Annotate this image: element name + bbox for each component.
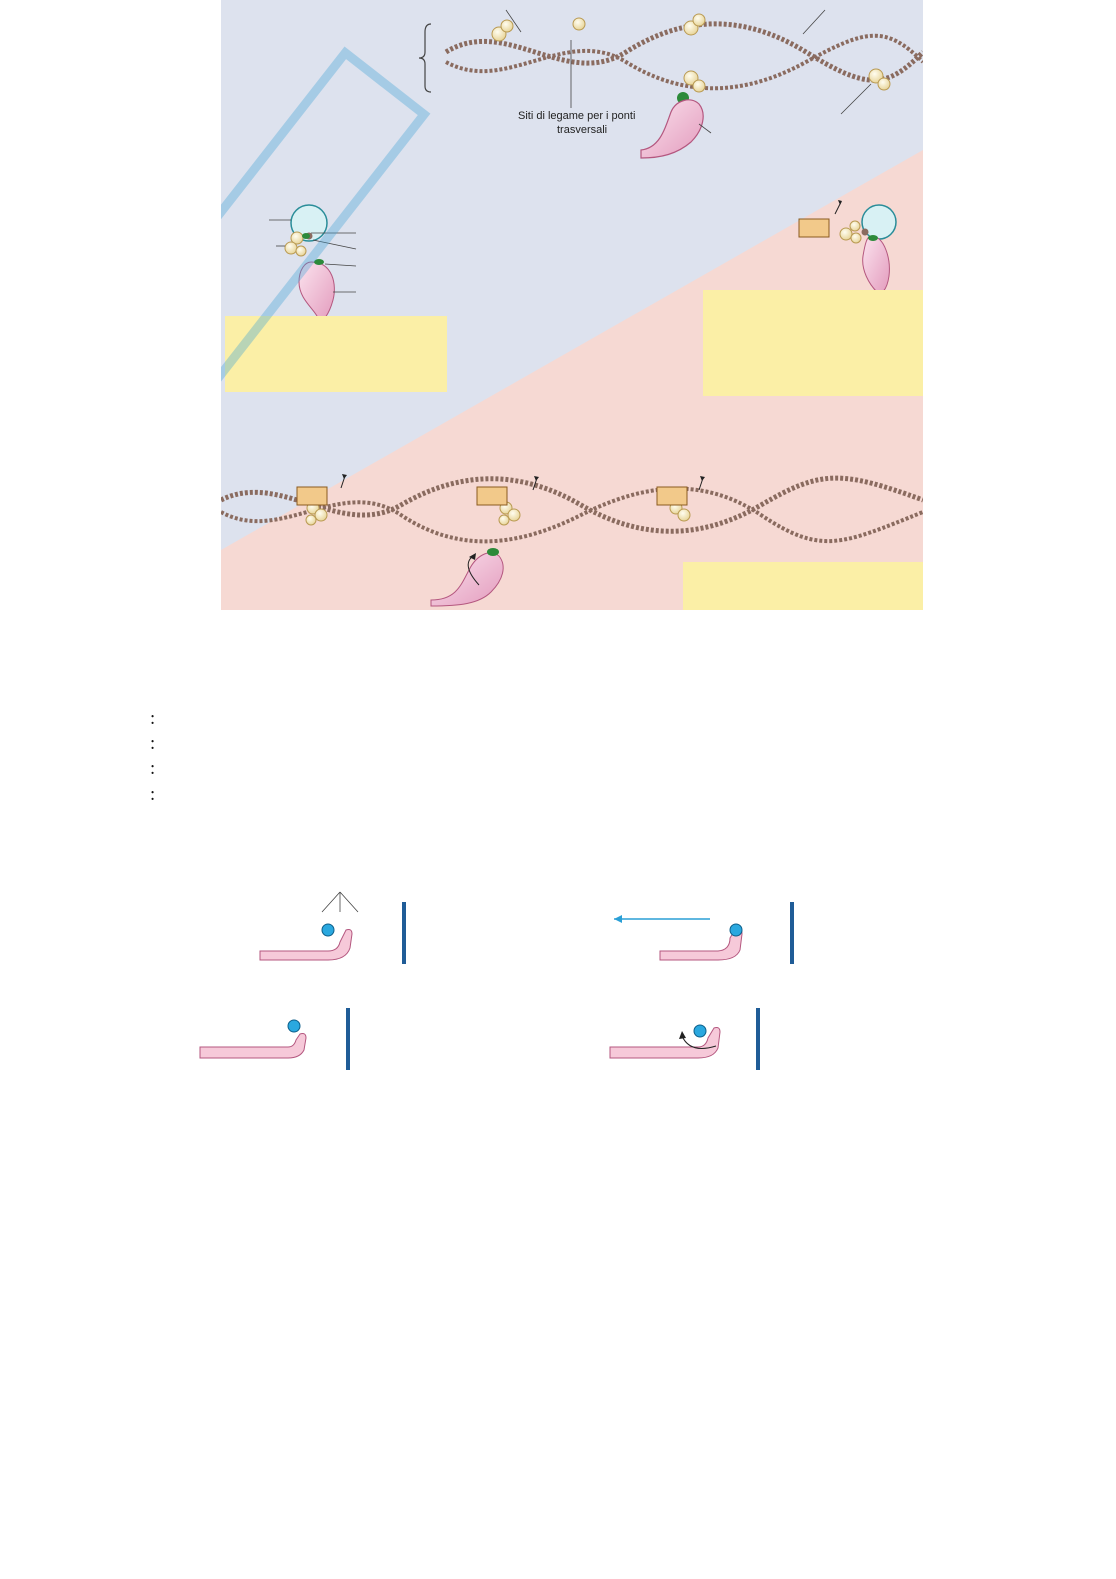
leader xyxy=(322,892,358,912)
cycle-panel-3 xyxy=(200,1008,350,1070)
myosin-tail xyxy=(200,1034,306,1059)
myosin-head xyxy=(730,924,742,936)
myosin-head xyxy=(694,1025,706,1037)
list-item: : xyxy=(106,756,1006,781)
excited-info-box xyxy=(703,290,923,396)
label-binding-sites-2: trasversali xyxy=(557,124,608,136)
list-item: : xyxy=(106,782,1006,807)
step-desc xyxy=(346,731,1006,756)
cycle-panel-4 xyxy=(610,1008,760,1070)
step-desc xyxy=(346,756,1006,781)
step-desc xyxy=(346,706,1006,731)
calcium-badge xyxy=(297,487,327,505)
z-line xyxy=(756,1008,760,1070)
cross-bridge-cycle-figure xyxy=(190,868,970,1086)
list-item: : xyxy=(106,706,1006,731)
caption-highlight xyxy=(683,562,923,610)
cycle-steps-list xyxy=(106,706,1006,807)
myosin-head xyxy=(288,1020,300,1032)
z-line xyxy=(790,902,794,964)
label-binding-sites: Siti di legame per i ponti xyxy=(518,110,636,122)
step-desc xyxy=(346,782,1006,807)
myosin-tail xyxy=(260,930,352,961)
cycle-panel-1 xyxy=(260,902,406,964)
cycle-panel-2 xyxy=(614,902,794,964)
sarcomere-regulation-figure xyxy=(221,0,923,610)
list-item: : xyxy=(106,731,1006,756)
calcium-badge xyxy=(477,487,507,505)
myosin-tail xyxy=(660,928,742,960)
z-line xyxy=(346,1008,350,1070)
calcium-badge xyxy=(657,487,687,505)
calcium-badge xyxy=(799,219,829,237)
z-line xyxy=(402,902,406,964)
myosin-head xyxy=(322,924,334,936)
